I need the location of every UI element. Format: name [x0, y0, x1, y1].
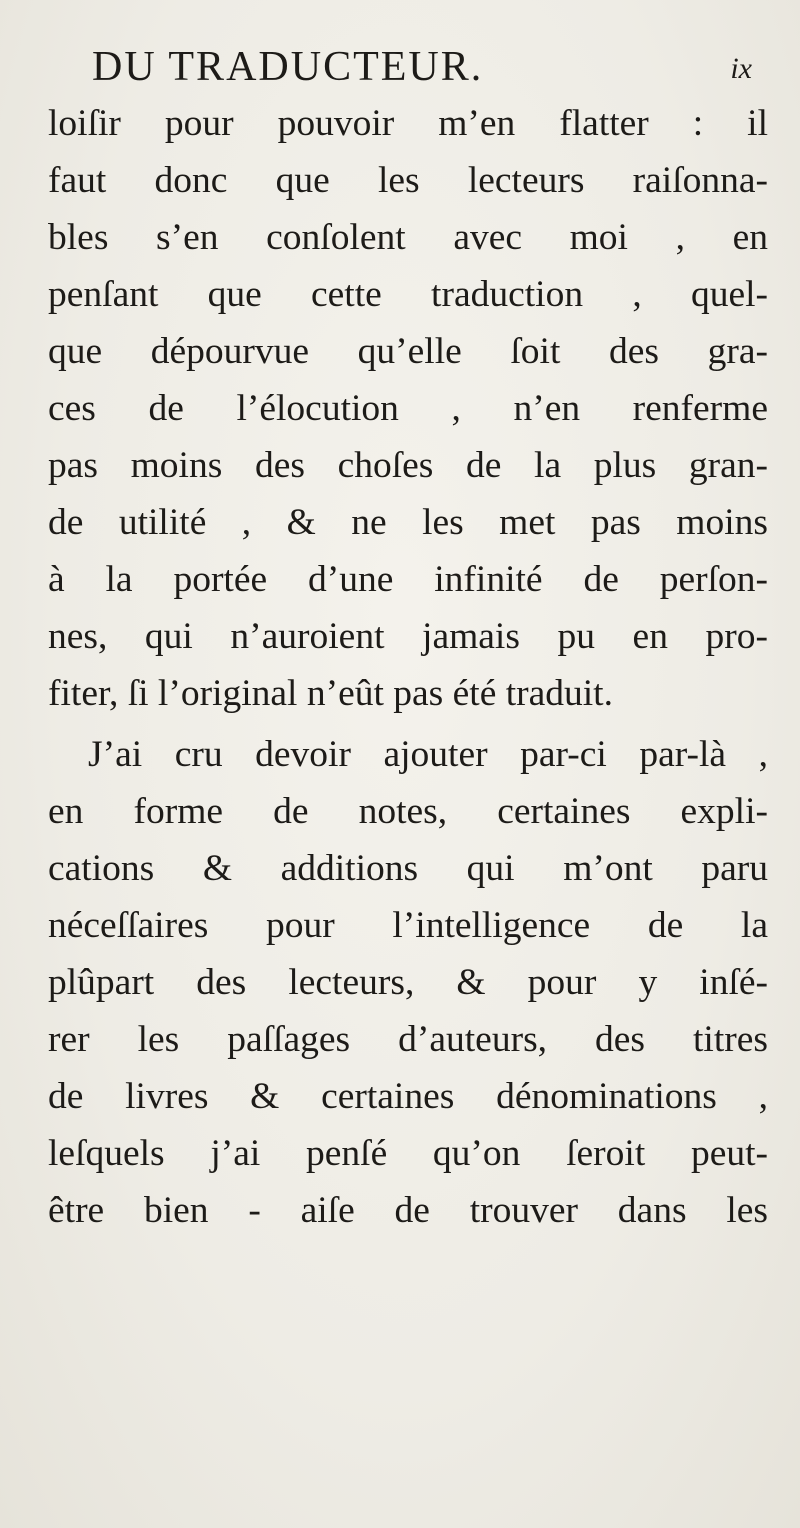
text-line: rer les paſſages d’auteurs, des titres [48, 1019, 768, 1060]
text-line: leſquels j’ai penſé qu’on ſeroit peut- [48, 1133, 768, 1174]
paragraph-2 [48, 726, 768, 1239]
text-line: nes, qui n’auroient jamais pu en pro- [48, 616, 768, 657]
page-number: ix [730, 52, 752, 85]
text-line: ces de l’élocution , n’en renferme [48, 388, 768, 429]
text-line: de livres & certaines dénominations , [48, 1076, 768, 1117]
text-line: à la portée d’une infinité de perſon- [48, 559, 768, 600]
paragraph-1 [48, 95, 768, 722]
text-line: pas moins des choſes de la plus gran- [48, 445, 768, 486]
text-line: néceſſaires pour l’intelligence de la [48, 905, 768, 946]
running-head [92, 42, 752, 92]
text-line: fiter, ſi l’original n’eût pas été traduit. [48, 673, 613, 714]
text-line: plûpart des lecteurs, & pour y inſé- [48, 962, 768, 1003]
text-line: J’ai cru devoir ajouter par-ci par-là , [88, 734, 768, 775]
text-line: être bien - aiſe de trouver dans les [48, 1190, 768, 1231]
text-line: cations & additions qui m’ont paru [48, 848, 768, 889]
running-title: DU TRADUCTEUR. [92, 44, 484, 90]
body-text [48, 95, 768, 1239]
text-line: loiſir pour pouvoir m’en flatter : il [48, 103, 768, 144]
text-line: de utilité , & ne les met pas moins [48, 502, 768, 543]
text-line: bles s’en conſolent avec moi , en [48, 217, 768, 258]
text-line: que dépourvue qu’elle ſoit des gra- [48, 331, 768, 372]
text-line: faut donc que les lecteurs raiſonna- [48, 160, 768, 201]
text-line: en forme de notes, certaines expli- [48, 791, 768, 832]
text-line: penſant que cette traduction , quel- [48, 274, 768, 315]
